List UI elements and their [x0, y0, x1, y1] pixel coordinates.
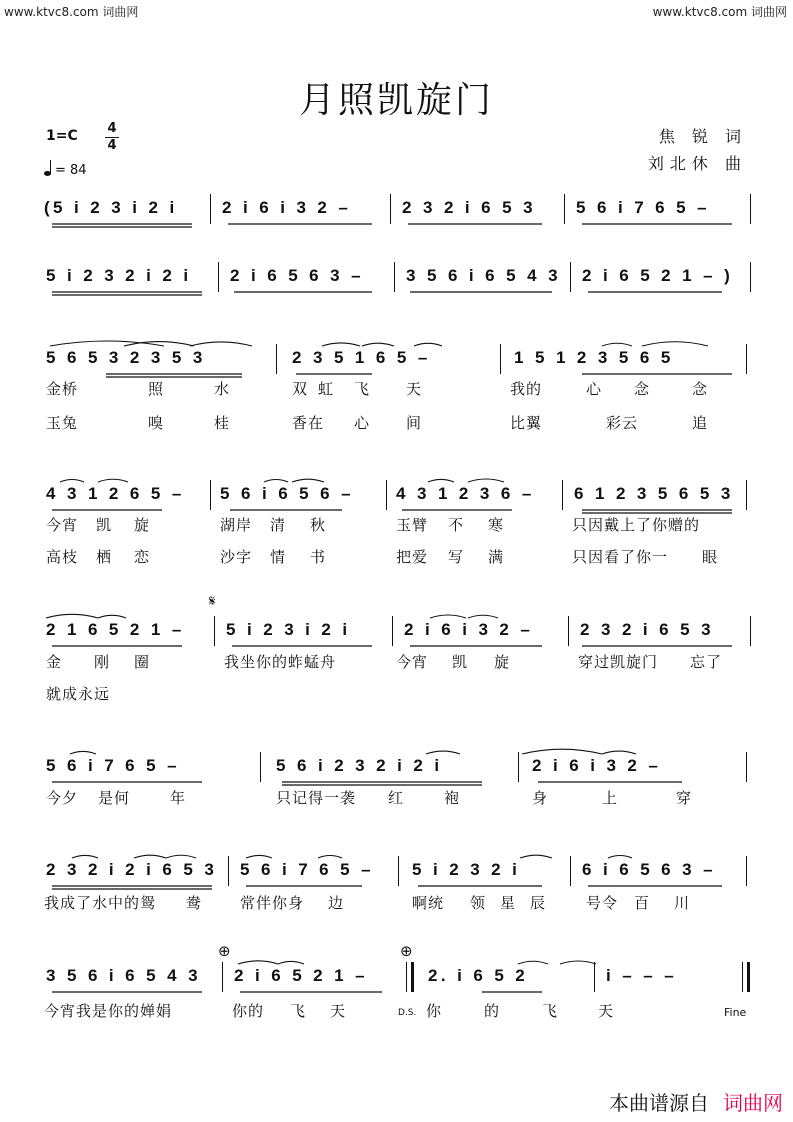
lyric: 红 — [388, 789, 405, 807]
measure-notes: 6 1 2 3 5 6 5 3 — [574, 484, 734, 503]
coda-icon: ⊕ — [218, 942, 231, 960]
measure-notes: 2 i 6 i 3 2 – — [532, 756, 662, 775]
barline — [750, 194, 751, 224]
lyric: 照 — [148, 380, 165, 398]
watermark-right: www.ktvc8.com 词曲网 — [652, 5, 787, 19]
lyric: 我的 — [510, 380, 543, 398]
song-title: 月照凯旋门 — [298, 80, 494, 121]
slur-arc — [238, 961, 278, 964]
lyric: 我坐你的蚱蜢舟 — [224, 653, 337, 671]
slur-arc — [264, 480, 288, 483]
source-footer — [609, 1087, 783, 1116]
segno-icon: 𝄋 — [209, 592, 216, 610]
lyric: 领 — [470, 894, 487, 912]
measure-notes: 2 i 6 i 3 2 – — [404, 620, 534, 639]
lyric: 心 — [586, 380, 603, 398]
lyric: 桂 — [214, 414, 231, 432]
lyric: 天 — [330, 1002, 347, 1020]
score-row-6 — [42, 748, 754, 788]
lyric: 今宵 — [46, 516, 79, 534]
barline — [222, 962, 223, 992]
lyric: 比翼 — [510, 414, 543, 432]
lyric: 情 — [270, 548, 287, 566]
measure-notes: 6 i 6 5 6 3 – — [582, 860, 716, 879]
lyric: 书 — [310, 548, 327, 566]
slur-arc — [428, 479, 454, 482]
lyric: 不 — [448, 516, 465, 534]
lyric: 凯 — [96, 516, 113, 534]
lyric: 百 — [634, 894, 651, 912]
measure-notes: 5 6 i 6 5 6 – — [220, 484, 354, 503]
lyric: 凯 — [452, 653, 469, 671]
key-signature: 1=C — [46, 128, 78, 144]
lyric: 念 — [692, 380, 709, 398]
lyric: 满 — [488, 548, 505, 566]
barline — [394, 262, 395, 292]
lyric: 年 — [170, 789, 187, 807]
lyric: 栖 — [96, 548, 113, 566]
lyric: 今夕 — [46, 789, 79, 807]
lyric: 飞 — [354, 380, 371, 398]
barline — [518, 752, 519, 782]
lyric: 间 — [406, 414, 423, 432]
barline — [260, 752, 261, 782]
slur-arc — [430, 615, 466, 618]
slur-arc — [642, 342, 708, 346]
time-signature-top: 4 — [107, 121, 117, 136]
measure-notes: 4 3 1 2 3 6 – — [396, 484, 535, 503]
quarter-note-icon — [44, 171, 51, 176]
barline — [500, 344, 501, 374]
lyric: 穿过凯旋门 — [578, 653, 659, 671]
lyric: 你的 — [232, 1002, 265, 1020]
slur-arc — [362, 343, 394, 346]
fine-marking: Fine — [724, 1006, 747, 1019]
coda-icon: ⊕ — [400, 942, 413, 960]
barline — [392, 616, 393, 646]
barline — [386, 480, 387, 510]
barline — [214, 616, 215, 646]
time-signature — [104, 121, 120, 154]
measure-notes: 2. i 6 5 2 — [428, 966, 529, 985]
lyric: 玉兔 — [46, 414, 79, 432]
lyric: 上 — [602, 789, 619, 807]
slur-arc — [46, 614, 98, 618]
lyric: 旋 — [494, 653, 511, 671]
measure-notes: 5 i 2 3 i 2 i — [226, 620, 351, 639]
measure-notes: 2 1 6 5 2 1 – — [46, 620, 185, 639]
score-row-7 — [42, 852, 754, 892]
slur-arc — [426, 751, 460, 754]
lyric: 心 — [354, 414, 371, 432]
slur-arc — [602, 751, 636, 754]
lyric: 金桥 — [46, 380, 79, 398]
lyric: 今宵我是你的婵娟 — [44, 1002, 173, 1020]
measure-notes: 2 3 2 i 2 i 6 5 3 — [46, 860, 218, 879]
measure-notes: 3 5 6 i 6 5 4 3 — [46, 966, 201, 985]
lyricist-credit: 焦 锐 词 — [658, 127, 747, 146]
lyric: 的 — [484, 1002, 501, 1020]
lyric: 刚 — [94, 653, 111, 671]
time-signature-bottom: 4 — [107, 138, 117, 153]
lyric: 飞 — [290, 1002, 307, 1020]
lyric: 湖岸 — [220, 516, 253, 534]
lyric: 只因看了你一 — [572, 548, 669, 566]
lyric: 啊统 — [412, 894, 445, 912]
barline — [750, 262, 751, 292]
slur-arc — [602, 343, 632, 346]
tempo-marking — [44, 163, 87, 178]
lyric: 忘了 — [690, 653, 723, 671]
lyric: 双 — [292, 380, 309, 398]
lyric: 号令 — [586, 894, 619, 912]
lyric: 沙字 — [220, 548, 253, 566]
measure-notes: (5 i 2 3 i 2 i — [44, 198, 178, 217]
measure-notes: 2 3 5 1 6 5 – — [292, 348, 431, 367]
score-row-2 — [42, 258, 754, 298]
barline — [594, 962, 595, 992]
barline — [228, 856, 229, 886]
footer-label: 本曲谱源自 — [609, 1091, 709, 1115]
slur-arc — [134, 855, 166, 858]
score-row-3 — [42, 340, 754, 380]
lyric: 袍 — [444, 789, 461, 807]
measure-notes: i – – – — [606, 966, 678, 985]
composer-credit: 刘北休 曲 — [647, 154, 747, 173]
lyric: 清 — [270, 516, 287, 534]
slur-arc — [322, 343, 360, 346]
repeat-barline — [411, 962, 414, 992]
measure-notes: 5 6 5 3 2 3 5 3 — [46, 348, 206, 367]
lyric: 就成永远 — [46, 685, 111, 703]
measure-notes: 1 5 1 2 3 5 6 5 — [514, 348, 674, 367]
lyric: 边 — [328, 894, 345, 912]
slur-arc — [522, 749, 602, 754]
slur-arc — [246, 855, 272, 858]
measure-notes: 2 3 2 i 6 5 3 — [580, 620, 714, 639]
measure-notes: 5 6 i 7 6 5 – — [576, 198, 710, 217]
measure-notes: 5 i 2 3 2 i — [412, 860, 521, 879]
score-row-1 — [42, 190, 754, 230]
lyric: 水 — [214, 380, 231, 398]
lyric: 高枝 — [46, 548, 79, 566]
lyric: 你 — [426, 1002, 443, 1020]
barline — [562, 480, 563, 510]
footer-brand: 词曲网 — [723, 1091, 783, 1115]
score-row-4 — [42, 476, 754, 516]
lyric: 辰 — [530, 894, 547, 912]
slur-arc — [98, 479, 128, 482]
measure-notes: 2 i 6 i 3 2 – — [222, 198, 352, 217]
lyric: 念 — [634, 380, 651, 398]
barline — [570, 856, 571, 886]
measure-notes: 5 6 i 2 3 2 i 2 i — [276, 756, 443, 775]
barline — [210, 194, 211, 224]
slur-arc — [318, 856, 342, 859]
barline — [746, 344, 747, 374]
barline — [568, 616, 569, 646]
slur-arc — [468, 615, 498, 618]
measure-notes: 4 3 1 2 6 5 – — [46, 484, 185, 503]
slur-arc — [166, 855, 196, 858]
barline — [390, 194, 391, 224]
measure-notes: 5 i 2 3 2 i 2 i — [46, 266, 192, 285]
lyric: 身 — [532, 789, 549, 807]
lyric: 旋 — [134, 516, 151, 534]
lyric: 鸯 — [186, 894, 203, 912]
slur-arc — [292, 479, 324, 482]
watermark-left: www.ktvc8.com 词曲网 — [4, 5, 139, 19]
measure-notes: 2 i 6 5 2 1 – — [234, 966, 368, 985]
lyric: 把爱 — [396, 548, 429, 566]
barline — [746, 856, 747, 886]
lyric: 天 — [406, 380, 423, 398]
lyric: 天 — [598, 1002, 615, 1020]
lyric: 香在 — [292, 414, 325, 432]
barline — [218, 262, 219, 292]
lyric: 嗅 — [148, 414, 165, 432]
barline — [210, 480, 211, 510]
barline — [746, 752, 747, 782]
score-row-8 — [42, 958, 754, 998]
barline — [750, 616, 751, 646]
lyric: 眼 — [702, 548, 719, 566]
lyric: 恋 — [134, 548, 151, 566]
final-barline — [747, 962, 750, 992]
score-row-5 — [42, 612, 754, 652]
measure-notes: 5 6 i 7 6 5 – — [46, 756, 180, 775]
barline — [276, 344, 277, 374]
lyric: 川 — [674, 894, 691, 912]
tempo-value: = 84 — [55, 163, 87, 178]
barline — [398, 856, 399, 886]
barline — [406, 962, 407, 992]
measure-notes: 5 6 i 7 6 5 – — [240, 860, 374, 879]
lyric: 穿 — [676, 789, 693, 807]
measure-notes: 2 i 6 5 6 3 – — [230, 266, 364, 285]
slur-arc — [70, 751, 96, 754]
lyric: 彩云 — [606, 414, 639, 432]
slur-arc — [190, 342, 252, 346]
lyric: 寒 — [488, 516, 505, 534]
barline — [742, 962, 743, 992]
lyric: 秋 — [310, 516, 327, 534]
measure-notes: 3 5 6 i 6 5 4 3 — [406, 266, 561, 285]
lyric: 虹 — [318, 380, 335, 398]
lyric: 常伴你身 — [240, 894, 305, 912]
slur-arc — [608, 856, 632, 859]
lyric: 飞 — [542, 1002, 559, 1020]
lyric: 是何 — [98, 789, 131, 807]
lyric: 只记得一袭 — [276, 789, 357, 807]
measure-notes: 2 i 6 5 2 1 – ) — [582, 266, 734, 285]
slur-arc — [278, 961, 304, 964]
lyric: 星 — [500, 894, 517, 912]
barline — [570, 262, 571, 292]
slur-arc — [560, 961, 596, 964]
slur-arc — [414, 343, 442, 346]
barline — [564, 194, 565, 224]
slur-arc — [60, 480, 84, 483]
barline — [746, 480, 747, 510]
slur-arc — [98, 615, 126, 618]
slur-arc — [72, 855, 98, 858]
lyric: 我成了水中的鸳 — [44, 894, 157, 912]
ds-marking: D.S. — [398, 1008, 417, 1018]
slur-arc — [520, 855, 552, 858]
measure-notes: 2 3 2 i 6 5 3 — [402, 198, 536, 217]
slur-arc — [518, 961, 548, 964]
slur-arc — [468, 479, 504, 482]
lyric: 只因戴上了你赠的 — [572, 516, 701, 534]
lyric: 追 — [692, 414, 709, 432]
lyric: 写 — [448, 548, 465, 566]
lyric: 圈 — [134, 653, 151, 671]
lyric: 金 — [46, 653, 63, 671]
lyric: 今宵 — [396, 653, 429, 671]
lyric: 玉臂 — [396, 516, 429, 534]
